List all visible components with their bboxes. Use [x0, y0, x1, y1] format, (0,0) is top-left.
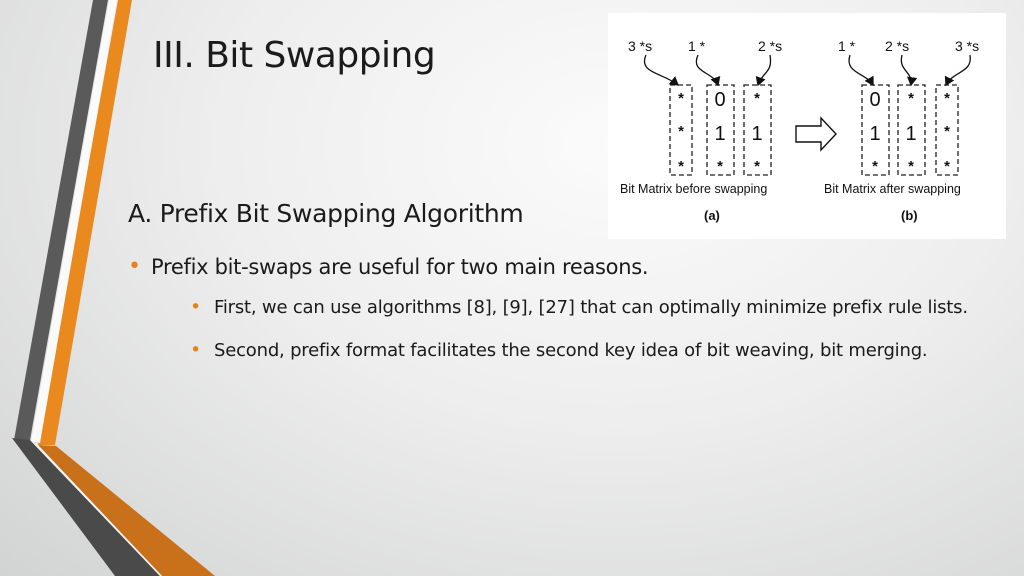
- right-pointer-arrow-3: [946, 55, 970, 85]
- right-pointer-arrow-2: [901, 55, 911, 85]
- right-cell-c3-r2: *: [944, 123, 950, 140]
- bullet-list: [128, 250, 988, 366]
- left-pointer-arrow-1: [644, 55, 678, 85]
- right-cell-c3-r3: *: [944, 158, 950, 175]
- white-stripe-upper: [31, 0, 117, 443]
- left-caption: Bit Matrix before swapping: [620, 182, 768, 196]
- left-cell-c2-r3: *: [717, 158, 723, 175]
- bullet-dot: •: [190, 296, 202, 318]
- right-cell-c1-r3: *: [872, 158, 878, 175]
- right-cell-c2-r3: *: [908, 158, 914, 175]
- sub-bullet-item-1: [190, 292, 974, 323]
- right-count-label-1: 1 *: [838, 38, 856, 54]
- left-count-label-1: 3 *s: [628, 38, 653, 54]
- bit-matrix-figure: [608, 13, 1006, 239]
- sub-bullet-item-2: [190, 335, 974, 366]
- left-cell-c3-r2: 1: [751, 123, 763, 145]
- left-cell-c1-r2: *: [678, 123, 684, 140]
- right-panel-label: (b): [901, 208, 918, 223]
- right-cell-c3-r1: *: [944, 90, 950, 107]
- left-pointer-arrow-2: [696, 55, 718, 85]
- right-cell-c2-r1: *: [908, 90, 914, 107]
- left-cell-c3-r1: *: [754, 90, 760, 107]
- sub-bullet-text: First, we can use algorithms [8], [9], [27] that can optimally minimize prefix rule lists.: [214, 297, 968, 318]
- bullet-text: Prefix bit-swaps are useful for two main reasons.: [151, 255, 649, 279]
- right-cell-c1-r1: 0: [869, 89, 881, 111]
- left-pointer-arrow-3: [758, 55, 771, 85]
- left-cell-c2-r2: 1: [714, 123, 726, 145]
- left-cell-c3-r3: *: [754, 158, 760, 175]
- bullet-dot: •: [128, 254, 141, 279]
- white-stripe-lower: [30, 440, 162, 576]
- sub-bullet-text: Second, prefix format facilitates the second key idea of bit weaving, bit merging.: [214, 340, 928, 361]
- bullet-dot: •: [190, 339, 202, 361]
- dark-stripe-lower: [12, 438, 160, 576]
- right-cell-c2-r2: 1: [905, 123, 917, 145]
- section-subheading: A. Prefix Bit Swapping Algorithm: [128, 199, 524, 228]
- left-cell-c1-r1: *: [678, 90, 684, 107]
- right-caption: Bit Matrix after swapping: [824, 182, 961, 196]
- left-count-label-3: 2 *s: [758, 38, 783, 54]
- slide-title: III. Bit Swapping: [153, 35, 436, 76]
- left-panel-label: (a): [704, 208, 720, 223]
- right-count-label-3: 3 *s: [955, 38, 980, 54]
- transition-arrow: [796, 118, 836, 150]
- left-count-label-2: 1 *: [688, 38, 706, 54]
- right-pointer-arrow-1: [849, 55, 873, 85]
- left-cell-c1-r3: *: [678, 158, 684, 175]
- right-count-label-2: 2 *s: [885, 38, 910, 54]
- right-cell-c1-r2: 1: [869, 123, 881, 145]
- bullet-item-main: [128, 250, 988, 284]
- left-cell-c2-r1: 0: [714, 89, 726, 111]
